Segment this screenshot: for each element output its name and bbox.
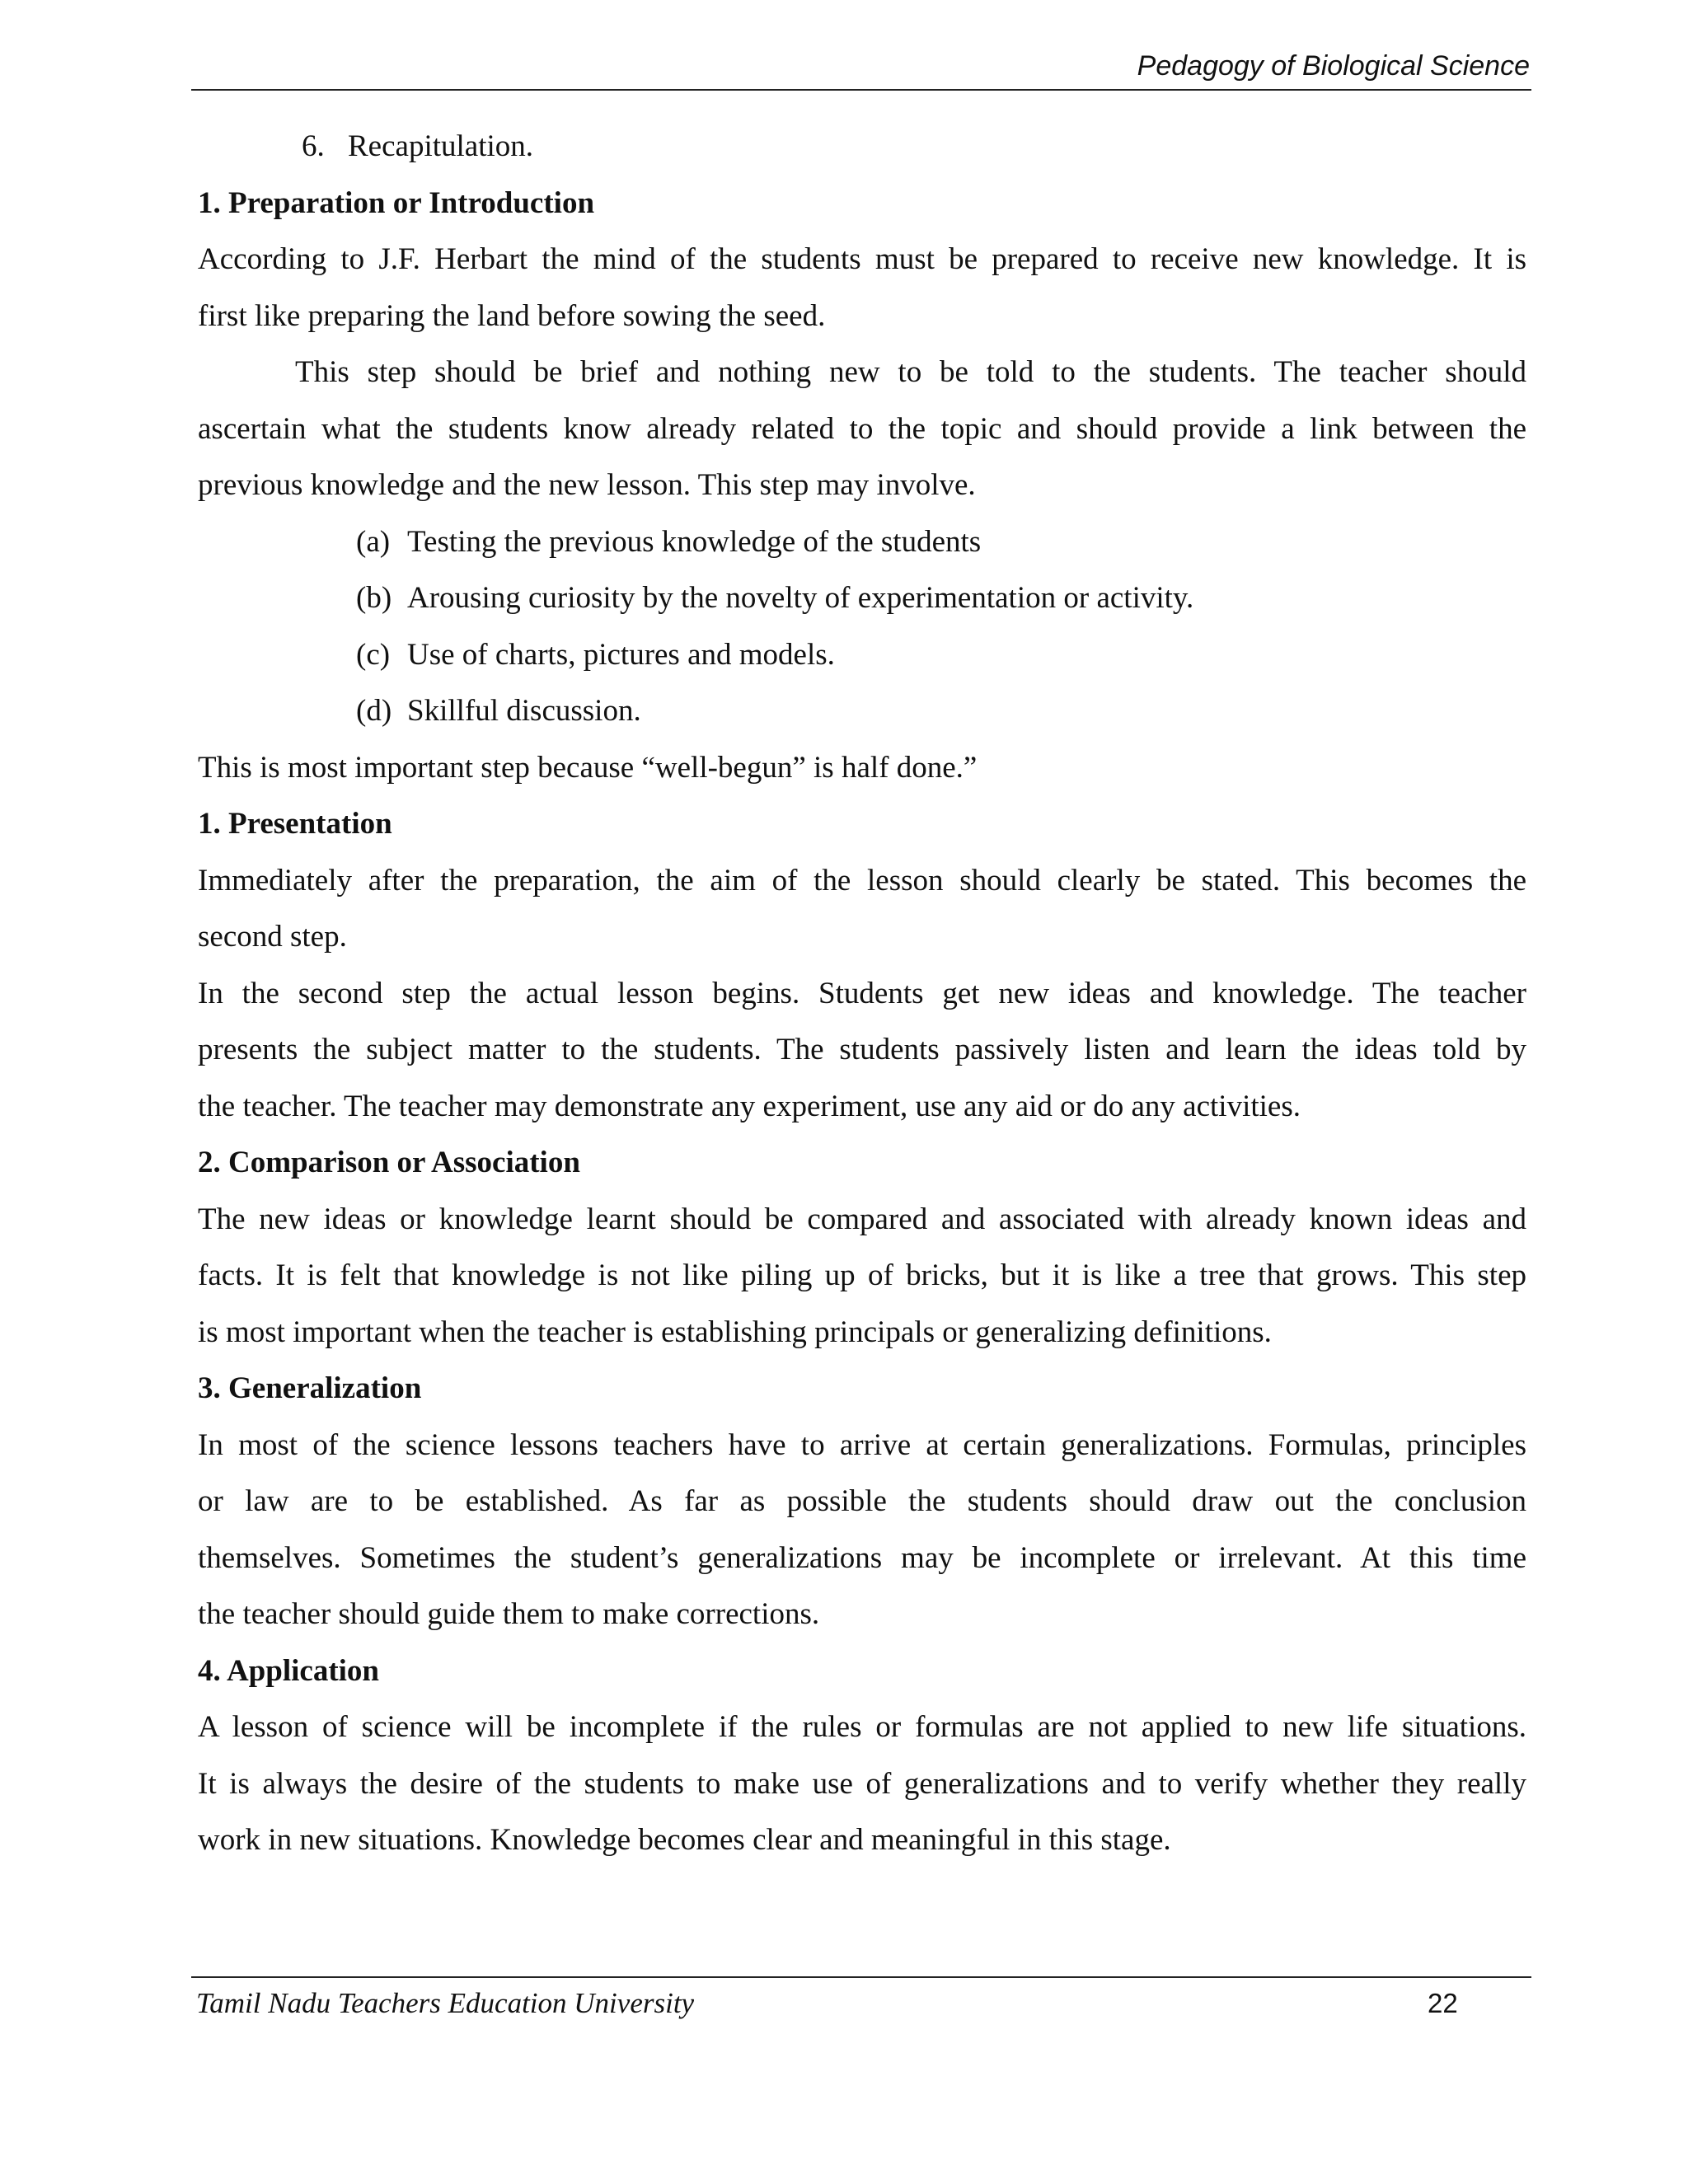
- list-item-recapitulation: [198, 119, 1526, 176]
- paragraph-line: previous knowledge and the new lesson. This step may involve.: [198, 468, 976, 502]
- sub-list-item-d: [198, 683, 1526, 740]
- paragraph-line: second step.: [198, 920, 347, 954]
- list-item-text: Recapitulation.: [348, 129, 534, 163]
- section-heading-presentation: 1. Presentation: [198, 807, 392, 841]
- paragraph-line: It is always the desire of the students to make use of generalizations and to verify whether they really: [198, 1766, 1526, 1801]
- paragraph-line: ascertain what the students know already related to the topic and should provide a link between the: [198, 411, 1526, 446]
- paragraph-line: or law are to be established. As far as possible the students should draw out the conclusion: [198, 1484, 1526, 1518]
- page-body: [198, 119, 1526, 1869]
- paragraph-line: This is most important step because “well-begun” is half done.”: [198, 750, 978, 785]
- running-header-title: Pedagogy of Biological Science: [1137, 50, 1530, 82]
- page-header: [191, 48, 1531, 91]
- paragraph-line: first like preparing the land before sowing the seed.: [198, 298, 826, 333]
- sub-list-item-c: [198, 627, 1526, 684]
- paragraph-line: presents the subject matter to the students. The students passively listen and learn the ideas told by: [198, 1033, 1526, 1066]
- paragraph-line: the teacher. The teacher may demonstrate any experiment, use any aid or do any activities.: [198, 1089, 1301, 1123]
- paragraph-line: themselves. Sometimes the student’s generalizations may be incomplete or irrelevant. At this time: [198, 1540, 1526, 1575]
- section-heading-comparison: 2. Comparison or Association: [198, 1146, 580, 1179]
- paragraph-line: A lesson of science will be incomplete if the rules or formulas are not applied to new life situations.: [198, 1710, 1526, 1744]
- sub-list-text: Arousing curiosity by the novelty of experimentation or activity.: [407, 581, 1194, 615]
- section-heading-generalization: 3. Generalization: [198, 1371, 422, 1405]
- paragraph-line: work in new situations. Knowledge becomes clear and meaningful in this stage.: [198, 1823, 1171, 1857]
- sub-list-marker: (b): [356, 581, 392, 615]
- paragraph-line: In most of the science lessons teachers have to arrive at certain generalizations. Formulas, principles: [198, 1427, 1526, 1462]
- sub-list-text: Use of charts, pictures and models.: [407, 637, 835, 672]
- paragraph-line: In the second step the actual lesson begins. Students get new ideas and knowledge. The teacher: [198, 976, 1526, 1010]
- section-heading-preparation: 1. Preparation or Introduction: [198, 185, 595, 220]
- paragraph-line: facts. It is felt that knowledge is not like piling up of bricks, but it is like a tree that grows. This step: [198, 1258, 1526, 1292]
- sub-list-item-b: [198, 570, 1526, 627]
- paragraph-line: the teacher should guide them to make corrections.: [198, 1597, 820, 1631]
- paragraph-line: The new ideas or knowledge learnt should be compared and associated with already known ideas and: [198, 1202, 1526, 1236]
- paragraph-line: According to J.F. Herbart the mind of the students must be prepared to receive new knowledge. It is: [198, 242, 1526, 276]
- sub-list-item-a: [198, 514, 1526, 571]
- paragraph-line: Immediately after the preparation, the aim of the lesson should clearly be stated. This becomes the: [198, 863, 1526, 898]
- paragraph-line: is most important when the teacher is establishing principals or generalizing definitions.: [198, 1315, 1272, 1349]
- sub-list-marker: (d): [356, 694, 392, 728]
- page-number: 22: [1428, 1988, 1458, 2018]
- sub-list-text: Testing the previous knowledge of the students: [407, 524, 982, 559]
- sub-list-marker: (c): [356, 637, 391, 672]
- paragraph-line: This step should be brief and nothing new to be told to the students. The teacher should: [295, 355, 1526, 389]
- sub-list-text: Skillful discussion.: [407, 694, 641, 728]
- list-item-number: 6.: [302, 129, 325, 163]
- section-heading-application: 4. Application: [198, 1653, 379, 1688]
- footer-university-name: Tamil Nadu Teachers Education University: [196, 1987, 695, 2019]
- page-footer: [191, 1976, 1531, 2019]
- sub-list-marker: (a): [356, 524, 391, 559]
